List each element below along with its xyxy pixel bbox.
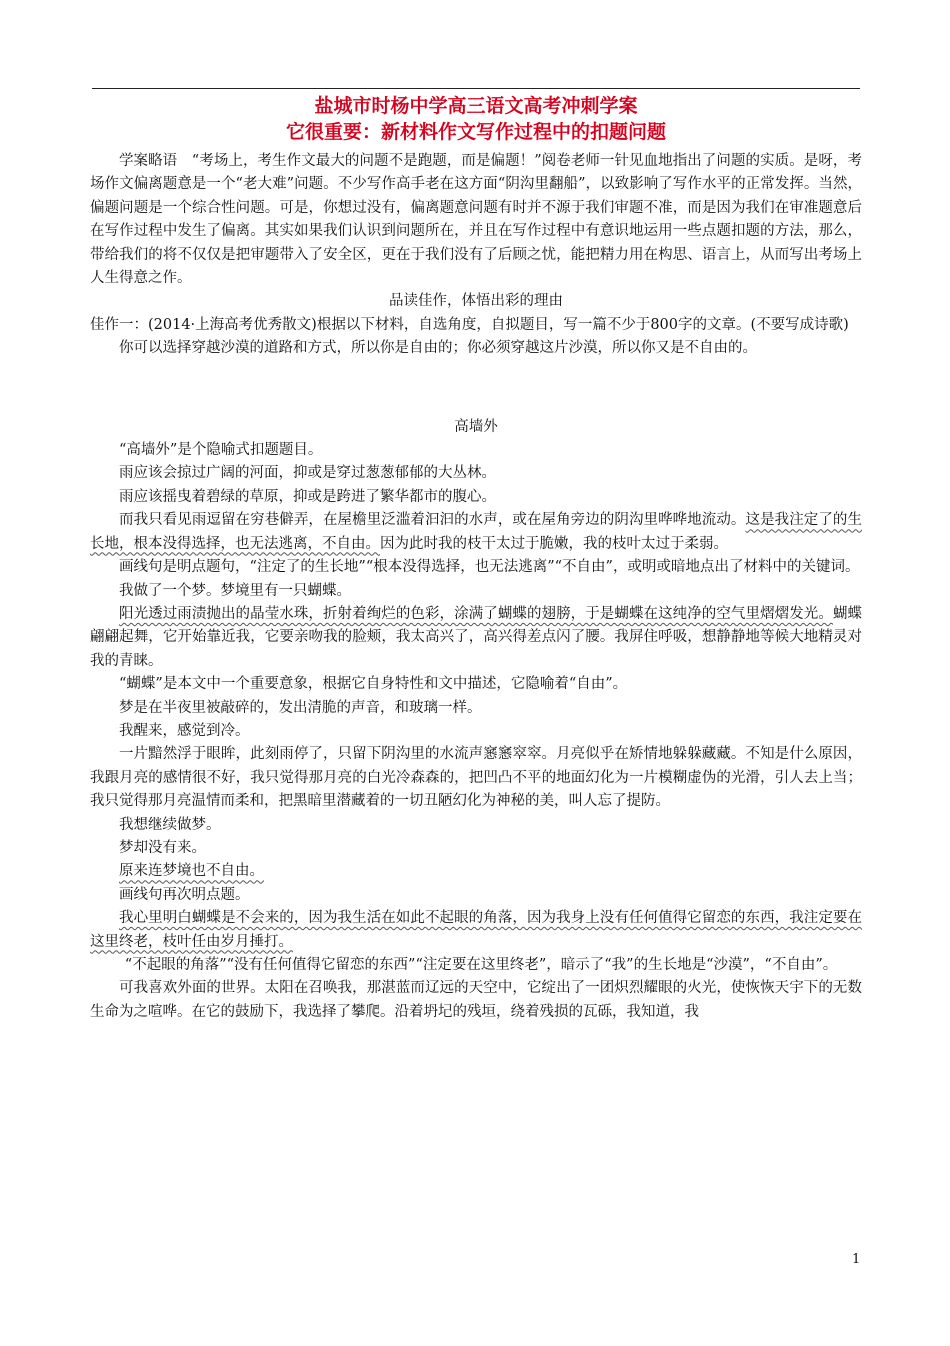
essay-paragraph: 我想继续做梦。 [119,816,221,833]
underlined-theme-sentence: 阳光透过雨渍抛出的晶莹水珠，折射着绚烂的色彩，涂满了蝴蝶的翅膀，于是蝴蝶在这纯净的空气里熠熠发光。 [119,605,833,622]
underlined-theme-sentence: 这是我注定了的生长地，根本没得选择，也无法逃离，不自由。 [90,512,863,552]
school-title: 盐城市时杨中学高三语文高考冲刺学案 [314,95,638,117]
essay-text: 蝴蝶翩翩起舞，它开始靠近我，它要亲吻我的脸颊，我太高兴了，高兴得差点闪了腰。我屏住呼吸，想静静地等候大地精灵对我的青睐。 [90,605,863,669]
lesson-title: 它很重要：新材料作文写作过程中的扣题问题 [285,121,666,143]
comment-paragraph: 画线句再次明点题。 [119,886,250,903]
intro-paragraph: 学案略语 “考场上，考生作文最大的问题不是跑题，而是偏题！”阅卷老师一针见血地指出了问题的实质。是呀，考场作文偏离题意是一个“老大难”问题。不少写作高手老在这方面“阴沟里翻船”，以致影响了写作水平的正常发挥。当然，偏题问题是一个综合性问题。可是，你想过没有，偏离题意问题有时并不源于我们审题不准，而是因为我们在审准题意后在写作过程中发生了偏离。其实如果我们认识到问题所在，并且在写作过程中有意识地运用一些点题扣题的方法，那么，带给我们的将不仅仅是把审题带入了安全区，更在于我们没有了后顾之忧，能把精力用在构思、语言上，从而写出考场上人生得意之作。 [90,153,862,287]
section-heading: 品读佳作，体悟出彩的理由 [389,293,563,310]
essay-text: 而我只看见雨逗留在穷巷僻弄，在屋檐里泛滥着汩汩的水声，或在屋角旁边的阴沟里哗哗地流动。 [119,512,746,529]
essay-paragraph [90,603,862,673]
essay-paragraph: 雨应该摇曳着碧绿的草原，抑或是跨进了繁华都市的腹心。 [119,488,496,505]
essay-paragraph [90,509,862,556]
comment-paragraph: “蝴蝶”是本文中一个重要意象，根据它自身特性和文中描述，它隐喻着“自由”。 [119,676,628,693]
header-rule [92,88,860,89]
essay-title: 高墙外 [454,418,498,435]
document-body [90,150,862,1024]
essay-paragraph [90,907,862,954]
example-prompt: 佳作一：(2014·上海高考优秀散文)根据以下材料，自选角度，自拟题目，写一篇不少于800字的文章。(不要写成诗歌) [90,316,849,333]
comment-paragraph: “高墙外”是个隐喻式扣题题目。 [119,442,323,459]
essay-paragraph: 一片黯然浮于眼眸，此刻雨停了，只留下阴沟里的水流声窸窸窣窣。月亮似乎在矫情地躲躲藏藏。不知是什么原因，我跟月亮的感情很不好，我只觉得那月亮的白光冷森森的，把凹凸不平的地面幻化为一片模糊虚伪的光滑，引人去上当；我只觉得那月亮温情而柔和，把黑暗里潜藏着的一切丑陋幻化为神秘的美，叫人忘了提防。 [90,746,862,810]
title-block [92,93,860,145]
underlined-theme-sentence: 我心里明白蝴蝶是不会来的，因为我生活在如此不起眼的角落，因为我身上没有任何值得它留恋的东西，我注定要在这里终老，枝叶任由岁月捶打。 [90,910,862,950]
underlined-theme-sentence: 原来连梦境也不自由。 [119,863,264,880]
essay-paragraph [90,860,862,883]
essay-paragraph: 雨应该会掠过广阔的河面，抑或是穿过葱葱郁郁的大丛林。 [119,465,496,482]
spacer [90,361,862,416]
essay-paragraph: 梦是在半夜里被敲碎的，发出清脆的声音，和玻璃一样。 [119,699,482,716]
comment-paragraph: 画线句是明点题句，“注定了的生长地”“根本没得选择，也无法逃离”“不自由”，或明或暗地点出了材料中的关键词。 [119,559,860,576]
essay-text: 因为此时我的枝干太过于脆嫩，我的枝叶太过于柔弱。 [380,535,728,552]
example-material: 你可以选择穿越沙漠的道路和方式，所以你是自由的；你必须穿越这片沙漠，所以你又是不自由的。 [119,340,757,357]
essay-paragraph: 可我喜欢外面的世界。太阳在召唤我，那湛蓝而辽远的天空中，它绽出了一团炽烈耀眼的火光，使恢恢天宇下的无数生命为之喧哗。在它的鼓励下，我选择了攀爬。沿着坍圮的残垣，绕着残损的瓦砾，我知道，我 [90,980,862,1020]
essay-paragraph: 我做了一个梦。梦境里有一只蝴蝶。 [119,582,351,599]
comment-paragraph: “不起眼的角落”“没有任何值得它留恋的东西”“注定要在这里终老”，暗示了“我”的生长地是“沙漠”，“不自由”。 [124,957,838,973]
essay-paragraph: 梦却没有来。 [119,839,206,856]
essay-paragraph: 我醒来，感觉到冷。 [119,722,250,739]
